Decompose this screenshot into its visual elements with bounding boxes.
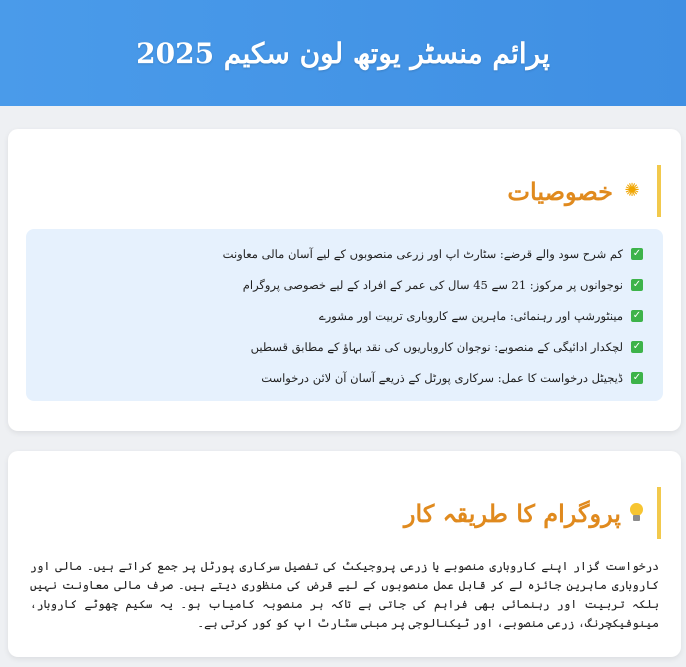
page-title: پرائم منسٹر یوتھ لون سکیم 2025	[136, 36, 550, 70]
program-heading	[404, 487, 661, 539]
list-item	[26, 241, 643, 267]
check-icon: ✓	[632, 372, 642, 383]
check-icon: ✓	[632, 248, 642, 259]
bulb-icon	[629, 503, 643, 523]
features-title: خصوصیات	[507, 176, 613, 206]
check-icon: ✓	[632, 341, 642, 352]
page-header	[0, 0, 686, 106]
list-item	[26, 334, 643, 360]
feature-text: لچکدار ادائیگی کے منصوبے: نوجوان کاروباریوں کی نقد بہاؤ کے مطابق قسطیں	[250, 340, 623, 354]
list-item	[26, 272, 643, 298]
features-card	[8, 129, 681, 431]
feature-text: ڈیجیٹل درخواست کا عمل: سرکاری پورٹل کے ذریعے آسان آن لائن درخواست	[261, 371, 623, 385]
program-title: پروگرام کا طریقہ کار	[403, 498, 621, 528]
sun-icon: ✺	[624, 180, 640, 201]
check-icon: ✓	[632, 310, 642, 321]
list-item	[26, 303, 643, 329]
program-description: درخواست گزار اپنے کاروباری منصوبے یا زرعی پروجیکٹ کی تفصیل سرکاری پورٹل پر جمع کراتے ہیں۔ مالی اور کاروباری ماہرین جائزہ لے کر قابل عمل منصوبوں کے لیے قرض کی منظوری دیتے ہیں۔ صرف مالی معاونت نہیں بلکہ تربیت اور رہنمائی بھی فراہم کی جاتی ہے تاکہ ہر منصوبہ کامیاب ہو۔ یہ سکیم چھوٹے کاروبار، مینوفیکچرنگ، زرعی منصوبے، اور ٹیکنالوجی پر مبنی سٹارٹ اپ کو کور کرتی ہے۔	[30, 559, 659, 630]
features-heading	[507, 165, 661, 217]
feature-text: مینٹورشپ اور رہنمائی: ماہرین سے کاروباری تربیت اور مشورے	[319, 309, 623, 323]
list-item	[26, 365, 643, 391]
feature-text: کم شرح سود والے قرضے: سٹارٹ اپ اور زرعی منصوبوں کے لیے آسان مالی معاونت	[222, 247, 623, 261]
program-card	[8, 451, 681, 657]
feature-text: نوجوانوں پر مرکوز: 21 سے 45 سال کی عمر کے افراد کے لیے خصوصی پروگرام	[242, 278, 623, 292]
check-icon: ✓	[632, 279, 642, 290]
features-list	[26, 229, 663, 401]
